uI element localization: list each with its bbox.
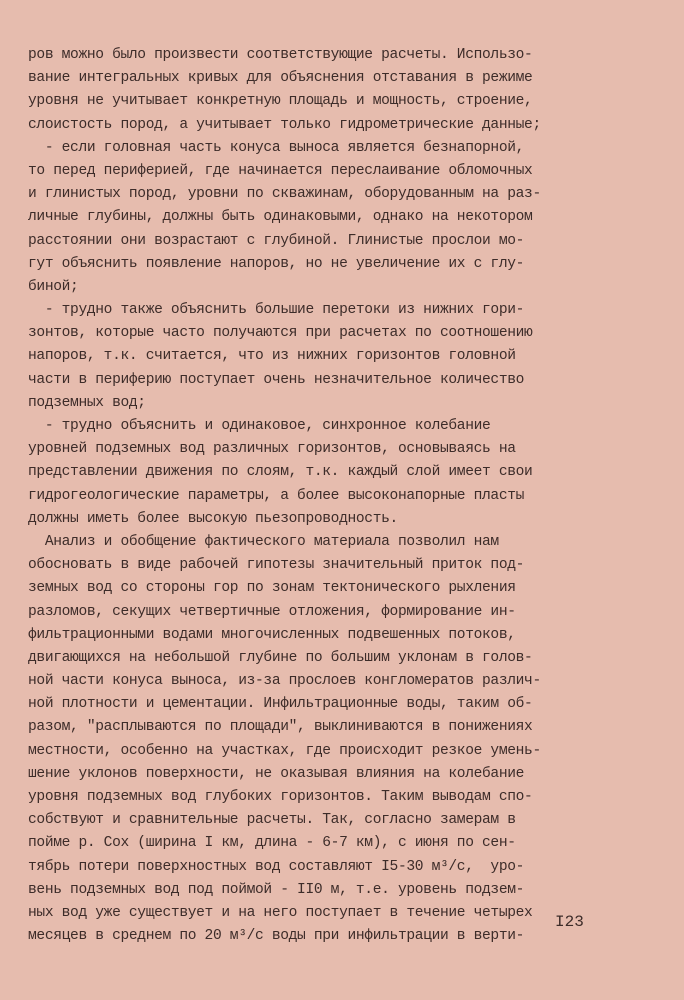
text-line: собствуют и сравнительные расчеты. Так, согласно замерам в bbox=[28, 812, 516, 829]
text-line: подземных вод; bbox=[28, 394, 146, 411]
text-line: земных вод со стороны гор по зонам тектонического рыхления bbox=[28, 580, 516, 597]
text-line: зонтов, которые часто получаются при расчетах по соотношению bbox=[28, 325, 533, 342]
text-line: уровней подземных вод различных горизонтов, основываясь на bbox=[28, 441, 516, 458]
text-line: разом, "расплываются по площади", выклиниваются в понижениях bbox=[28, 719, 533, 736]
text-line: пойме р. Сох (ширина I км, длина - 6-7 км), с июня по сен- bbox=[28, 835, 516, 852]
text-line: ров можно было произвести соответствующие расчеты. Использо- bbox=[28, 47, 533, 63]
text-line: Анализ и обобщение фактического материала позволил нам bbox=[28, 533, 499, 550]
text-line: биной; bbox=[28, 278, 79, 295]
text-line: обосновать в виде рабочей гипотезы значительный приток под- bbox=[28, 557, 525, 574]
text-line: - трудно также объяснить большие перетоки из нижних гори- bbox=[28, 302, 525, 319]
text-line: разломов, секущих четвертичные отложения, формирование ин- bbox=[28, 603, 516, 620]
text-line: гут объяснить появление напоров, но не увеличение их с глу- bbox=[28, 255, 525, 272]
text-line: должны иметь более высокую пьезопроводность. bbox=[28, 510, 398, 527]
text-line: и глинистых пород, уровни по скважинам, оборудованным на раз- bbox=[28, 186, 541, 203]
text-line: слоистость пород, а учитывает только гидрометрические данные; bbox=[28, 116, 541, 133]
text-line: шение уклонов поверхности, не оказывая влияния на колебание bbox=[28, 765, 525, 782]
text-line: месяцев в среднем по 20 м³/с воды при инфильтрации в верти- bbox=[28, 928, 525, 945]
text-line: части в периферию поступает очень незначительное количество bbox=[28, 371, 525, 388]
text-line: ной части конуса выноса, из-за прослоев конгломератов различ- bbox=[28, 673, 541, 690]
text-line: уровня подземных вод глубоких горизонтов. Таким выводам спо- bbox=[28, 789, 533, 805]
text-line: то перед периферией, где начинается переслаивание обломочных bbox=[28, 162, 533, 179]
text-line: представлении движения по слоям, т.к. каждый слой имеет свои bbox=[28, 464, 533, 481]
body-text bbox=[28, 44, 664, 948]
text-line: уровня не учитывает конкретную площадь и мощность, строение, bbox=[28, 93, 533, 110]
text-line: - трудно объяснить и одинаковое, синхронное колебание bbox=[28, 418, 491, 434]
text-line: расстоянии они возрастают с глубиной. Глинистые прослои мо- bbox=[28, 232, 525, 249]
text-line: тябрь потери поверхностных вод составляют I5-30 м³/с, уро- bbox=[28, 858, 525, 875]
page-number: I23 bbox=[555, 913, 584, 931]
text-line: вание интегральных кривых для объяснения отставания в режиме bbox=[28, 70, 533, 87]
text-line: вень подземных вод под поймой - II0 м, т.е. уровень подзем- bbox=[28, 881, 525, 898]
text-line: фильтрационными водами многочисленных подвешенных потоков, bbox=[28, 626, 516, 643]
text-line: местности, особенно на участках, где происходит резкое умень- bbox=[28, 742, 541, 759]
text-line: напоров, т.к. считается, что из нижних горизонтов головной bbox=[28, 348, 516, 365]
text-line: ной плотности и цементации. Инфильтрационные воды, таким об- bbox=[28, 696, 533, 713]
text-line: гидрогеологические параметры, а более высоконапорные пласты bbox=[28, 487, 525, 504]
text-line: ных вод уже существует и на него поступает в течение четырех bbox=[28, 904, 533, 921]
text-line: - если головная часть конуса выноса является безнапорной, bbox=[28, 139, 525, 156]
text-line: личные глубины, должны быть одинаковыми, однако на некотором bbox=[28, 209, 533, 226]
text-line: двигающихся на небольшой глубине по большим уклонам в голов- bbox=[28, 649, 533, 666]
